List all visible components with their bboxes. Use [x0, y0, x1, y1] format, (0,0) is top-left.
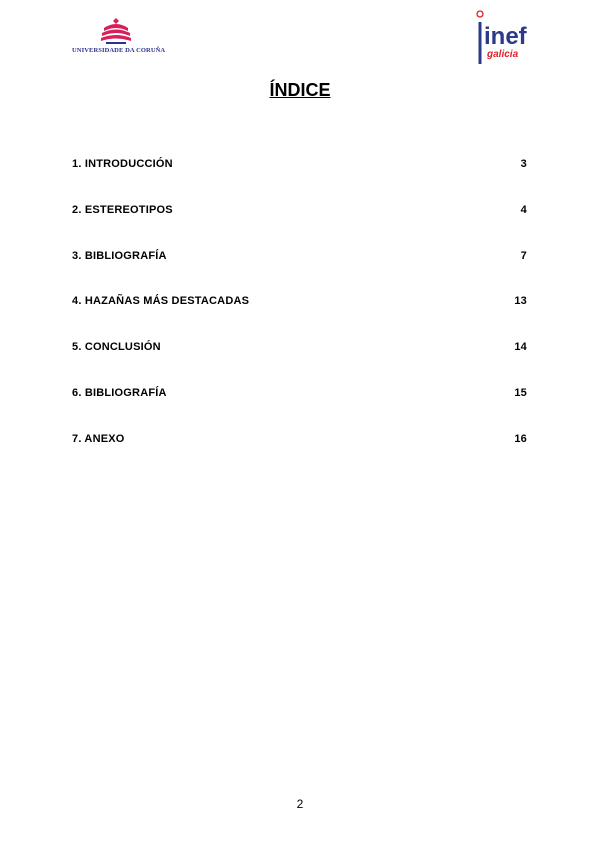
- udc-emblem-icon: [96, 16, 136, 46]
- toc-entry-page: 15: [514, 386, 527, 399]
- inef-emblem-icon: [470, 8, 532, 68]
- toc-entry-label: 2. ESTEREOTIPOS: [72, 203, 173, 216]
- toc-entry: [72, 340, 527, 386]
- toc-entry: [72, 157, 527, 203]
- toc-entry-label: 6. BIBLIOGRAFÍA: [72, 386, 167, 399]
- table-of-contents: [72, 157, 527, 478]
- toc-entry-label: 3. BIBLIOGRAFÍA: [72, 249, 167, 262]
- toc-entry: [72, 432, 527, 478]
- galicia-logo-word: galicia: [487, 49, 519, 60]
- udc-logo-text: UNIVERSIDADE DA CORUÑA: [72, 47, 166, 54]
- page-title: ÍNDICE: [269, 80, 331, 100]
- toc-entry: [72, 294, 527, 340]
- toc-entry-page: 7: [520, 249, 527, 262]
- toc-entry-label: 1. INTRODUCCIÓN: [72, 158, 173, 170]
- toc-entry-page: 16: [514, 432, 527, 445]
- universidade-coruna-logo: [72, 16, 166, 58]
- toc-entry: [72, 249, 527, 295]
- toc-entry: [72, 386, 527, 432]
- toc-entry-label: 4. HAZAÑAS MÁS DESTACADAS: [72, 295, 250, 308]
- toc-entry-page: 3: [520, 158, 527, 170]
- page-number: 2: [296, 797, 304, 811]
- toc-entry-page: 4: [520, 203, 527, 216]
- toc-entry-page: 13: [514, 295, 527, 308]
- toc-entry-label: 7. ANEXO: [72, 432, 125, 445]
- toc-entry: [72, 203, 527, 249]
- inef-logo-word: inef: [484, 23, 527, 50]
- toc-entry-page: 14: [514, 341, 527, 354]
- toc-entry-label: 5. CONCLUSIÓN: [72, 341, 161, 354]
- inef-galicia-logo: [470, 8, 532, 68]
